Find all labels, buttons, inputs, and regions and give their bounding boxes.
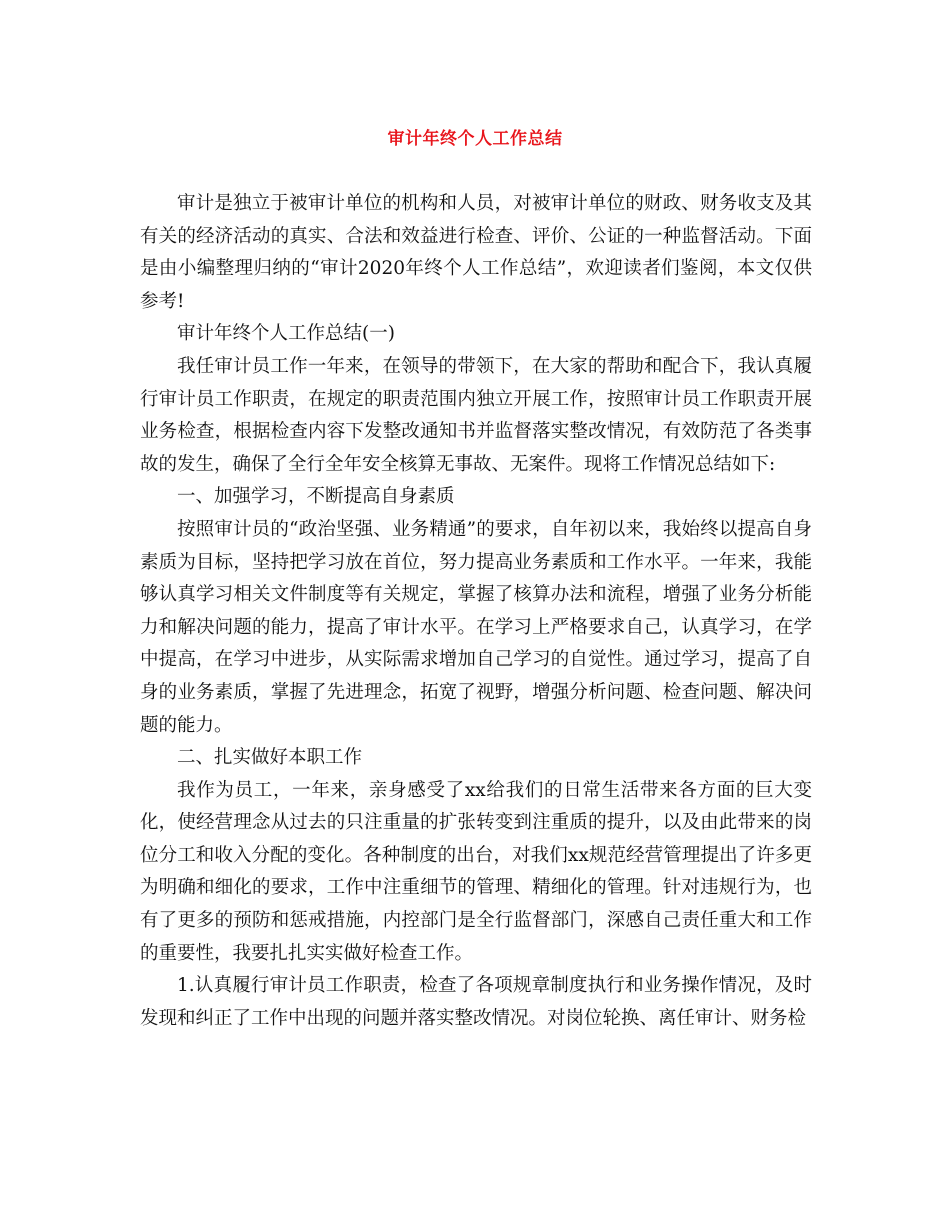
document-title: 审计年终个人工作总结 (387, 129, 563, 149)
duties-item-1-paragraph: 1.认真履行审计员工作职责，检查了各项规章制度执行和业务操作情况，及时发现和纠正了工作中出现的问题并落实整改情况。对岗位轮换、离任审计、财务检 (140, 975, 812, 1029)
document-body (140, 188, 812, 1035)
section-heading-duties: 二、扎实做好本职工作 (177, 747, 363, 769)
section-heading-study: 一、加强学习，不断提高自身素质 (177, 486, 455, 508)
study-paragraph: 按照审计员的“政治坚强、业务精通”的要求，自年初以来，我始终以提高自身素质为目标，坚持把学习放在首位，努力提高业务素质和工作水平。一年来，我能够认真学习相关文件制度等有关规定，掌握了核算办法和流程，增强了业务分析能力和解决问题的能力，提高了审计水平。在学习上严格要求自己，认真学习，在学中提高，在学习中进步，从实际需求增加自己学习的自觉性。通过学习，提高了自身的业务素质，掌握了先进理念，拓宽了视野，增强分析问题、检查问题、解决问题的能力。 (140, 518, 812, 736)
overview-paragraph: 我任审计员工作一年来，在领导的带领下，在大家的帮助和配合下，我认真履行审计员工作职责，在规定的职责范围内独立开展工作，按照审计员工作职责开展业务检查，根据检查内容下发整改通知书并监督落实整改情况，有效防范了各类事故的发生，确保了全行全年安全核算无事故、无案件。现将工作情况总结如下: (140, 355, 812, 475)
duties-paragraph: 我作为员工，一年来，亲身感受了xx给我们的日常生活带来各方面的巨大变化，使经营理念从过去的只注重量的扩张转变到注重质的提升，以及由此带来的岗位分工和收入分配的变化。各种制度的出台，对我们xx规范经营管理提出了许多更为明确和细化的要求，工作中注重细节的管理、精细化的管理。针对违规行为，也有了更多的预防和惩戒措施，内控部门是全行监督部门，深感自己责任重大和工作的重要性，我要扎扎实实做好检查工作。 (140, 779, 812, 964)
intro-paragraph: 审计是独立于被审计单位的机构和人员，对被审计单位的财政、财务收支及其有关的经济活动的真实、合法和效益进行检查、评价、公证的一种监督活动。下面是由小编整理归纳的“审计2020年终个人工作总结”，欢迎读者们鉴阅，本文仅供参考! (140, 193, 812, 312)
section-heading-part-one: 审计年终个人工作总结(一) (177, 323, 395, 345)
